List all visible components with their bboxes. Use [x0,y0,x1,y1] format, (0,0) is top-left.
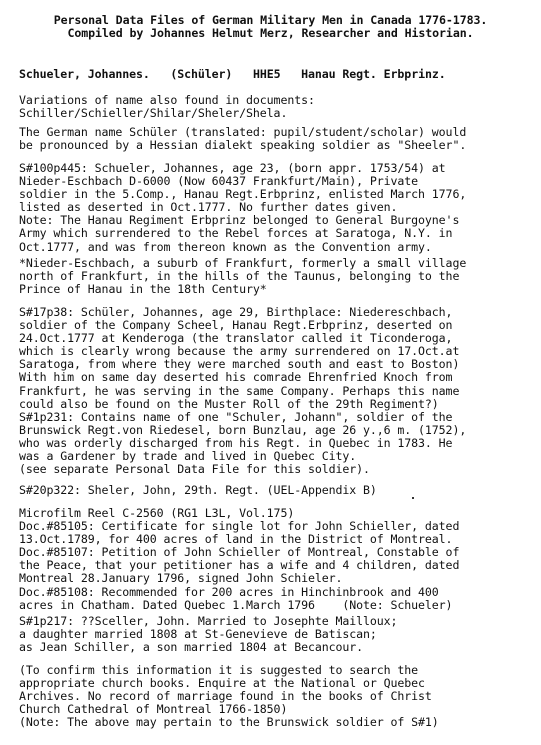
text-line: 24.Oct.1777 at Kenderoga (the translator called it Ticonderoga, [19,331,453,346]
document-header [0,14,541,40]
paragraph-2 [19,126,466,152]
paragraph-9 [19,615,397,654]
text-line: as Jean Schiller, a son married 1804 at Becancour. [19,640,364,655]
paragraph-5 [19,306,459,411]
text-line: Schiller/Schieller/Shilar/Sheler/Shela. [19,106,288,121]
text-line: was a Gardener by trade and lived in Quebec City. [19,449,357,464]
paragraph-10 [19,664,439,729]
record-alt-spelling: (Schüler) [170,67,233,81]
text-line: S#17p38: Schüler, Johannes, age 29, Birthplace: Niedereschbach, [19,305,453,319]
text-line: soldier of the Company Scheel, Hanau Regt.Erbprinz, deserted on [19,318,453,333]
text-line: listed as deserted in Oct.1777. No further dates given. [19,200,398,215]
text-line: who was orderly discharged from his Regt. in Quebec in 1783. He [19,436,453,451]
text-line: The German name Schüler (translated: pupil/student/scholar) would [19,125,467,139]
text-line: which is clearly wrong because the army surrendered on 17.Oct.at [19,344,460,359]
header-line-1: Personal Data Files of German Military Men in Canada 1776-1783. [53,13,488,27]
text-line: S#20p322: Sheler, John, 29th. Regt. (UEL-Appendix B) [19,483,377,497]
text-line: *Nieder-Eschbach, a suburb of Frankfurt, formerly a small village [19,256,467,270]
text-line: Doc.#85105: Certificate for single lot for John Schieller, dated [19,519,460,534]
text-line: Nieder-Eschbach D-6000 (Now 60437 Frankfurt/Main), Private [19,174,419,189]
record-regiment: Hanau Regt. Erbprinz. [301,67,446,81]
record-line [19,68,446,81]
text-line: a daughter married 1808 at St-Genevieve de Batiscan; [19,627,377,642]
text-line: S#1p231: Contains name of one "Schuler, Johann", soldier of the [19,410,453,424]
paragraph-4 [19,257,466,296]
text-line: Microfilm Reel C-2560 (RG1 L3L, Vol.175) [19,506,295,520]
paragraph-1 [19,94,315,120]
text-line: (To confirm this information it is suggested to search the [19,663,419,677]
header-line-2: Compiled by Johannes Helmut Merz, Researcher and Historian. [67,26,474,41]
paragraph-6 [19,411,466,476]
text-line: the Peace, that your petitioner has a wife and 4 children, dated [19,558,460,573]
stray-mark [412,497,414,499]
text-line: could also be found on the Muster Roll of the 29th Regiment?) [19,396,439,411]
text-line: be pronounced by a Hessian dialekt speaking soldier as "Sheeler". [19,138,467,153]
text-line: Variations of name also found in documents: [19,93,315,107]
text-line: acres in Chatham. Dated Quebec 1.March 1796 (Note: Schueler) [19,597,453,612]
paragraph-8 [19,507,459,612]
text-line: S#100p445: Schueler, Johannes, age 23, (born appr. 1753/54) at [19,161,446,175]
text-line: soldier in the 5.Comp., Hanau Regt.Erbprinz, enlisted March 1776, [19,187,467,202]
text-line: S#1p217: ??Sceller, John. Married to Josephte Mailloux; [19,614,398,628]
record-code: HHE5 [252,67,281,81]
text-line: With him on same day deserted his comrade Ehrenfried Knoch from [19,370,453,385]
text-line: Frankfurt, he was serving in the same Company. Perhaps this name [19,383,460,398]
text-line: Archives. No record of marriage found in the books of Christ [19,689,432,704]
text-line: appropriate church books. Enquire at the National or Quebec [19,676,425,691]
text-line: Doc.#85107: Petition of John Schieller of Montreal, Constable of [19,545,460,560]
paragraph-3 [19,162,466,254]
text-line: Note: The Hanau Regiment Erbprinz belonged to General Burgoyne's [19,213,460,228]
text-line: Church Cathedral of Montreal 1766-1850) [19,702,288,717]
text-line: Montreal 28.January 1796, signed John Schieler. [19,571,343,586]
text-line: 13.Oct.1789, for 400 acres of land in the District of Montreal. [19,532,453,547]
paragraph-7 [19,484,377,497]
text-line: north of Frankfurt, in the hills of the Taunus, belonging to the [19,269,460,284]
text-line: Doc.#85108: Recommended for 200 acres in Hinchinbrook and 400 [19,584,439,599]
text-line: Brunswick Regt.von Riedesel, born Bunzlau, age 26 y.,6 m. (1752), [19,423,467,438]
text-line: Oct.1777, and was from thereon known as the Convention army. [19,239,432,254]
text-line: Prince of Hanau in the 18th Century* [19,282,267,297]
text-line: Saratoga, from where they were marched south and east to Boston) [19,357,460,372]
text-line: (see separate Personal Data File for this soldier). [19,462,370,477]
record-name: Schueler, Johannes. [19,67,150,81]
text-line: (Note: The above may pertain to the Brunswick soldier of S#1) [19,715,439,730]
text-line: Army which surrendered to the Rebel forces at Saratoga, N.Y. in [19,226,453,241]
